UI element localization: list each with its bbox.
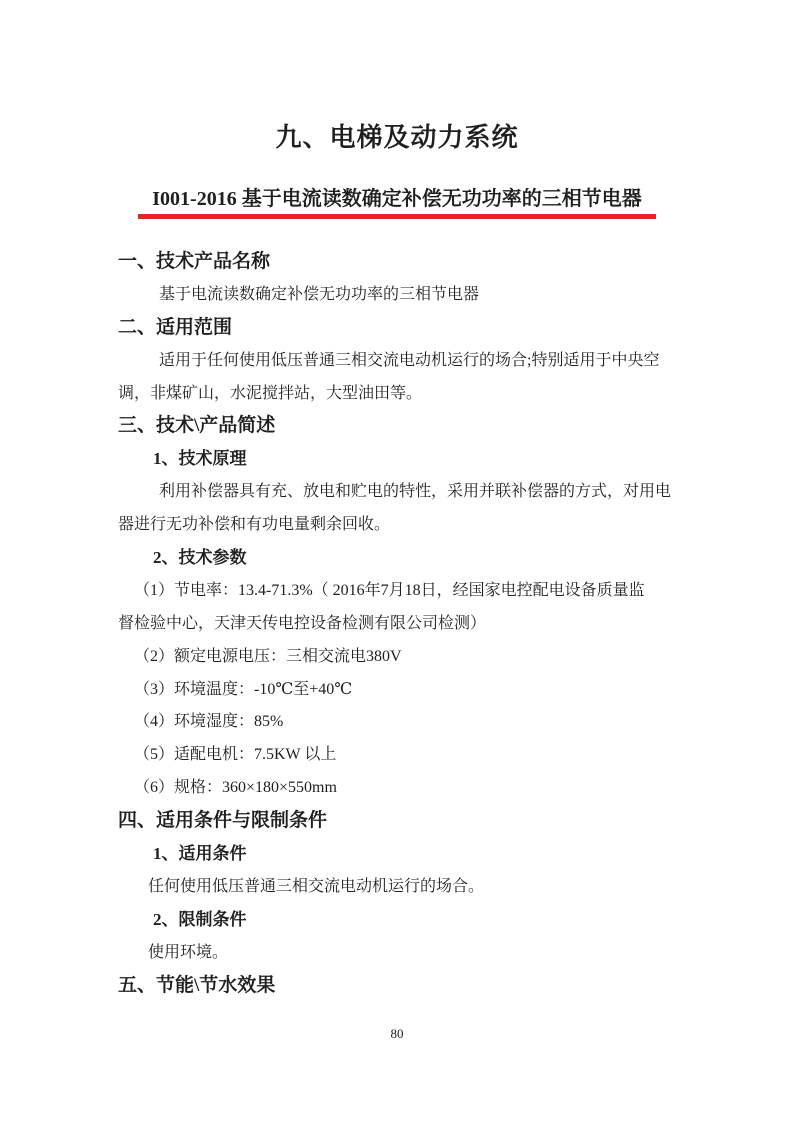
subsection-heading: 1、技术原理 [153, 449, 247, 469]
paragraph-line: 利用补偿器具有充、放电和贮电的特性，采用并联补偿器的方式，对用电 [159, 483, 672, 501]
doc-subtitle-row [0, 186, 794, 219]
section-heading: 一、技术产品名称 [118, 251, 271, 272]
section-heading: 三、技术\产品简述 [118, 415, 276, 437]
paragraph-line: 基于电流读数确定补偿无功功率的三相节电器 [159, 285, 480, 303]
spec-item-line: （2）额定电源电压：三相交流电380V [134, 647, 402, 665]
paragraph-line: 督检验中心，天津天传电控设备检测有限公司检测） [118, 614, 487, 632]
section-heading: 四、适用条件与限制条件 [118, 810, 328, 832]
paragraph-line: 任何使用低压普通三相交流电动机运行的场合。 [148, 877, 485, 895]
paragraph-line: 适用于任何使用低压普通三相交流电动机运行的场合;特别适用于中央空 [159, 351, 660, 369]
spec-item-line: （3）环境温度：-10℃至+40℃ [134, 680, 353, 698]
paragraph-line: 调，非煤矿山，水泥搅拌站，大型油田等。 [118, 384, 423, 402]
paragraph-line: 器进行无功补偿和有功电量剩余回收。 [118, 516, 391, 534]
section-heading: 五、节能\节水效果 [118, 974, 276, 996]
doc-subtitle: I001-2016 基于电流读数确定补偿无功功率的三相节电器 [138, 186, 655, 219]
subsection-heading: 2、技术参数 [153, 548, 247, 568]
spec-item-line: （1）节电率：13.4-71.3%（ 2016年7月18日，经国家电控配电设备质量监 [134, 581, 645, 599]
document-body [0, 246, 794, 1002]
page-number: 80 [390, 1026, 404, 1041]
section-heading: 二、适用范围 [118, 316, 233, 338]
spec-item-line: （4）环境湿度：85% [134, 713, 284, 731]
spec-item-line: （6）规格：360×180×550mm [134, 779, 337, 797]
doc-title: 九、电梯及动力系统 [275, 123, 519, 152]
paragraph-line: 使用环境。 [148, 943, 229, 961]
subsection-heading: 2、限制条件 [153, 909, 247, 929]
subsection-heading: 1、适用条件 [153, 844, 247, 864]
spec-item-line: （5）适配电机：7.5KW 以上 [134, 746, 337, 764]
